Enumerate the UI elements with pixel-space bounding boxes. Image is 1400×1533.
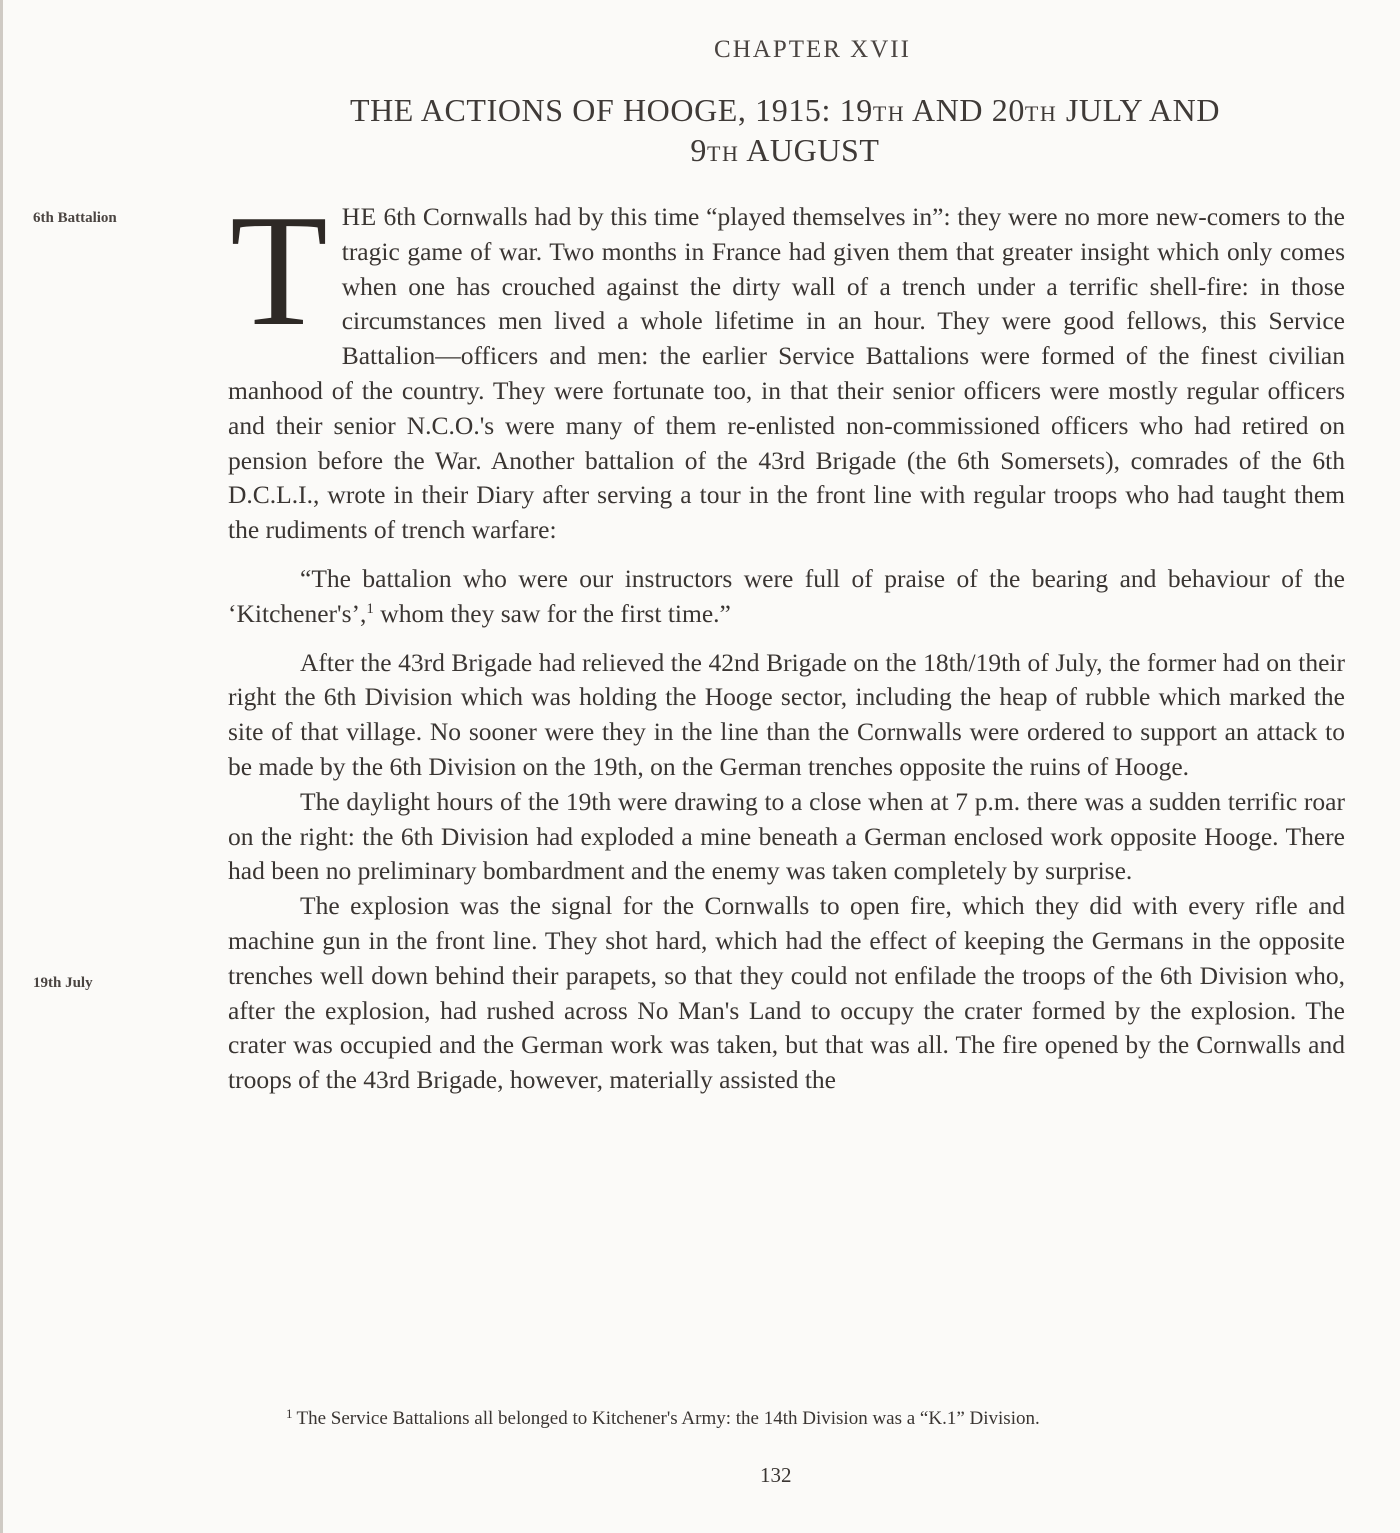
footnote-mark: 1: [286, 1406, 293, 1421]
body-text: [228, 181, 1345, 1098]
quote-text-b: whom they saw for the first time.”: [373, 598, 731, 628]
page-number: 132: [760, 1463, 792, 1487]
title-part-1: THE ACTIONS OF HOOGE, 1915: 19: [349, 92, 873, 128]
title-ordinal-3: TH: [707, 141, 740, 166]
title-and: AND 20: [905, 92, 1025, 128]
drop-cap: T: [230, 181, 328, 359]
opening-caps: HE: [341, 202, 377, 231]
diary-quote: [228, 562, 1345, 632]
paragraph-relief: After the 43rd Brigade had relieved the 42nd Brigade on the 18th/19th of July, the former had on their right the 6th Division which was holding the Hooge sector, including the heap of rubble which marked the site of that village. No sooner were they in the line than the Cornwalls were ordered to support an attack to be made by the 6th Division on the 19th, on the German trenches opposite the ruins of Hooge.: [228, 647, 1345, 781]
footnote: [228, 1400, 1345, 1433]
title-part-2: JULY AND: [1057, 92, 1221, 128]
chapter-number: CHAPTER XVII: [714, 36, 911, 63]
quote-text-a: “The battalion who were our instructors were full of praise of the bearing and behaviour of the ‘Kitchener's’,: [228, 563, 1345, 628]
title-part-3: 9: [690, 132, 708, 168]
margin-note-date: 19th July: [33, 975, 93, 991]
page-edge: [0, 0, 3, 1533]
title-ordinal-1: TH: [872, 101, 906, 126]
footnote-text: The Service Battalions all belonged to Kitchener's Army: the 14th Division was a “K.1” Division.: [296, 1408, 1040, 1429]
chapter-title: [225, 92, 1345, 172]
title-ordinal-2: TH: [1024, 101, 1058, 126]
paragraph-fire: The explosion was the signal for the Cornwalls to open fire, which they did with every rifle and machine gun in the front line. They shot hard, which had the effect of keeping the Germans in the opposite trenches well down behind their parapets, so that they could not enfilade the troops of the 6th Division who, after the explosion, had rushed across No Man's Land to occupy the crater formed by the explosion. The crater was occupied and the German work was taken, but that was all. The fire opened by the Cornwalls and troops of the 43rd Brigade, however, materially assisted the: [228, 891, 1345, 1095]
paragraph-opening: [228, 181, 1345, 548]
footnote-reference: 1: [366, 600, 374, 617]
paragraph-explosion: The daylight hours of the 19th were drawing to a close when at 7 p.m. there was a sudden terrific roar on the right: the 6th Division had exploded a mine beneath a German enclosed work opposite Hooge. There had been no preliminary bombardment and the enemy was taken completely by surprise.: [228, 786, 1345, 886]
margin-note-battalion: 6th Battalion: [33, 210, 117, 226]
title-part-4: AUGUST: [739, 132, 880, 168]
paragraph-opening-text: 6th Cornwalls had by this time “played themselves in”: they were no more new-comers to the tragic game of war. Two months in France had given them that greater insight which only comes when one has crouched against the dirty wall of a trench under a terrific shell-fire: in those circumstances men lived a whole lifetime in an hour. They were good fellows, this Service Battalion—officers and men: the earlier Service Battalions were formed of the finest civilian manhood of the country. They were fortunate too, in that their senior officers were mostly regular officers and their senior N.C.O.'s were many of them re-enlisted non-commissioned officers who had retired on pension before the War. Another battalion of the 43rd Brigade (the 6th Somersets), comrades of the 6th D.C.L.I., wrote in their Diary after serving a tour in the front line with regular troops who had taught them the rudiments of trench warfare:: [228, 202, 1345, 545]
